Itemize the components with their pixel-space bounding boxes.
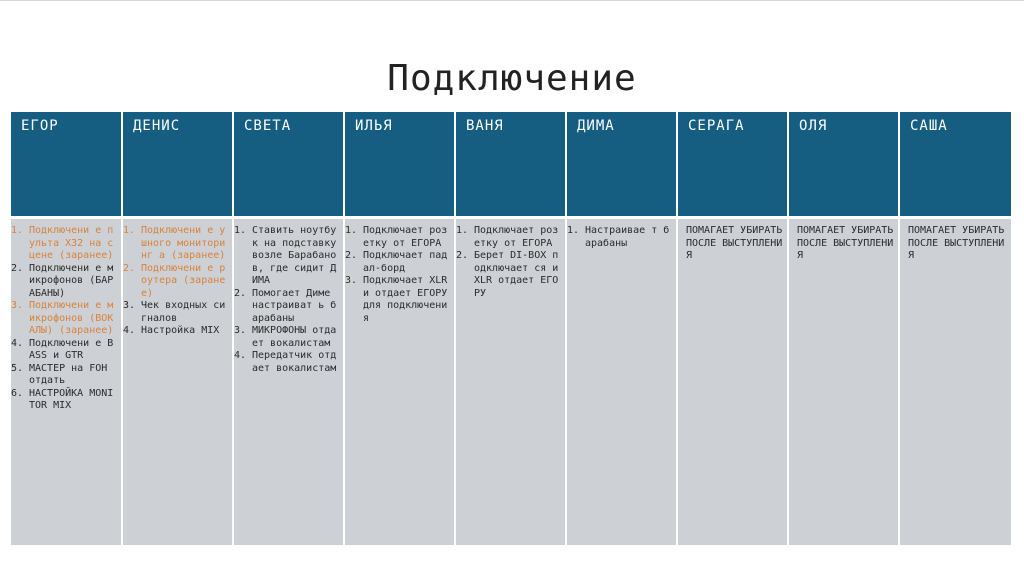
roles-table [11, 112, 1011, 545]
task-item: 1. Подключает розетку от ЕГОРА [474, 225, 561, 250]
task-cell-denis [122, 218, 233, 546]
task-item: 2. Берет DI-BOX подключает ся и XLR отдает ЕГОРУ [474, 250, 561, 300]
task-text: ПОМАГАЕТ УБИРАТЬ ПОСЛЕ ВЫСТУПЛЕНИЯ [686, 225, 783, 261]
task-item: 1. Подключени е ушного мониторинг а (заранее) [141, 225, 228, 263]
header-row [11, 112, 1011, 218]
task-cell-ilya [344, 218, 455, 546]
column-header-dima: ДИМА [566, 112, 677, 218]
task-item: 3. МИКРОФОНЫ отдает вокалистам [252, 325, 339, 350]
task-list [571, 225, 672, 250]
task-cell-egor [11, 218, 122, 546]
task-cell-sveta [233, 218, 344, 546]
task-cell-vanya [455, 218, 566, 546]
column-header-sasha: САША [899, 112, 1011, 218]
task-text: ПОМАГАЕТ УБИРАТЬ ПОСЛЕ ВЫСТУПЛЕНИЯ [908, 225, 1005, 261]
task-item: 4. Настройка MIX [141, 325, 228, 338]
task-cell-dima [566, 218, 677, 546]
column-header-egor: ЕГОР [11, 112, 122, 218]
task-item: 4. Подключени е BASS и GTR [29, 338, 117, 363]
task-cell-olya [788, 218, 899, 546]
task-item: 3. Подключает XLR и отдает ЕГОРУ для подключени я [363, 275, 450, 325]
task-text: ПОМАГАЕТ УБИРАТЬ ПОСЛЕ ВЫСТУПЛЕНИЯ [797, 225, 894, 261]
task-item: 1. Ставить ноутбук на подставку возле Барабанов, где сидит ДИМА [252, 225, 339, 288]
task-cell-sasha [899, 218, 1011, 546]
task-item: 2. Помогает Диме настраиват ь барабаны [252, 288, 339, 326]
task-item: 2. Подключени е микрофонов (БАРАБАНЫ) [29, 263, 117, 301]
column-header-vanya: ВАНЯ [455, 112, 566, 218]
column-header-sveta: СВЕТА [233, 112, 344, 218]
task-cell-seraga [677, 218, 788, 546]
task-item: 3. Подключени е микрофонов (ВОКАЛЫ) (заранее) [29, 300, 117, 338]
task-item: 1. Подключени е пульта X32 на сцене (заранее) [29, 225, 117, 263]
task-item: 2. Подключени е роутера (заранее) [141, 263, 228, 301]
task-item: 1. Подключает розетку от ЕГОРА [363, 225, 450, 250]
task-list [238, 225, 339, 375]
slide-title: Подключение [387, 58, 637, 99]
top-divider [0, 0, 1024, 1]
task-item: 3. Чек входных сигналов [141, 300, 228, 325]
column-header-ilya: ИЛЬЯ [344, 112, 455, 218]
task-item: 4. Передатчик отдает вокалистам [252, 350, 339, 375]
task-list [460, 225, 561, 300]
task-list [127, 225, 228, 338]
tasks-row [11, 218, 1011, 546]
column-header-olya: ОЛЯ [788, 112, 899, 218]
column-header-seraga: СЕРАГА [677, 112, 788, 218]
task-item: 5. МАСТЕР на FOH отдать [29, 363, 117, 388]
task-list [15, 225, 117, 413]
task-list [349, 225, 450, 325]
task-item: 1. Настраивае т барабаны [585, 225, 672, 250]
column-header-denis: ДЕНИС [122, 112, 233, 218]
task-item: 6. НАСТРОЙКА MONITOR MIX [29, 388, 117, 413]
task-item: 2. Подключает падал-борд [363, 250, 450, 275]
